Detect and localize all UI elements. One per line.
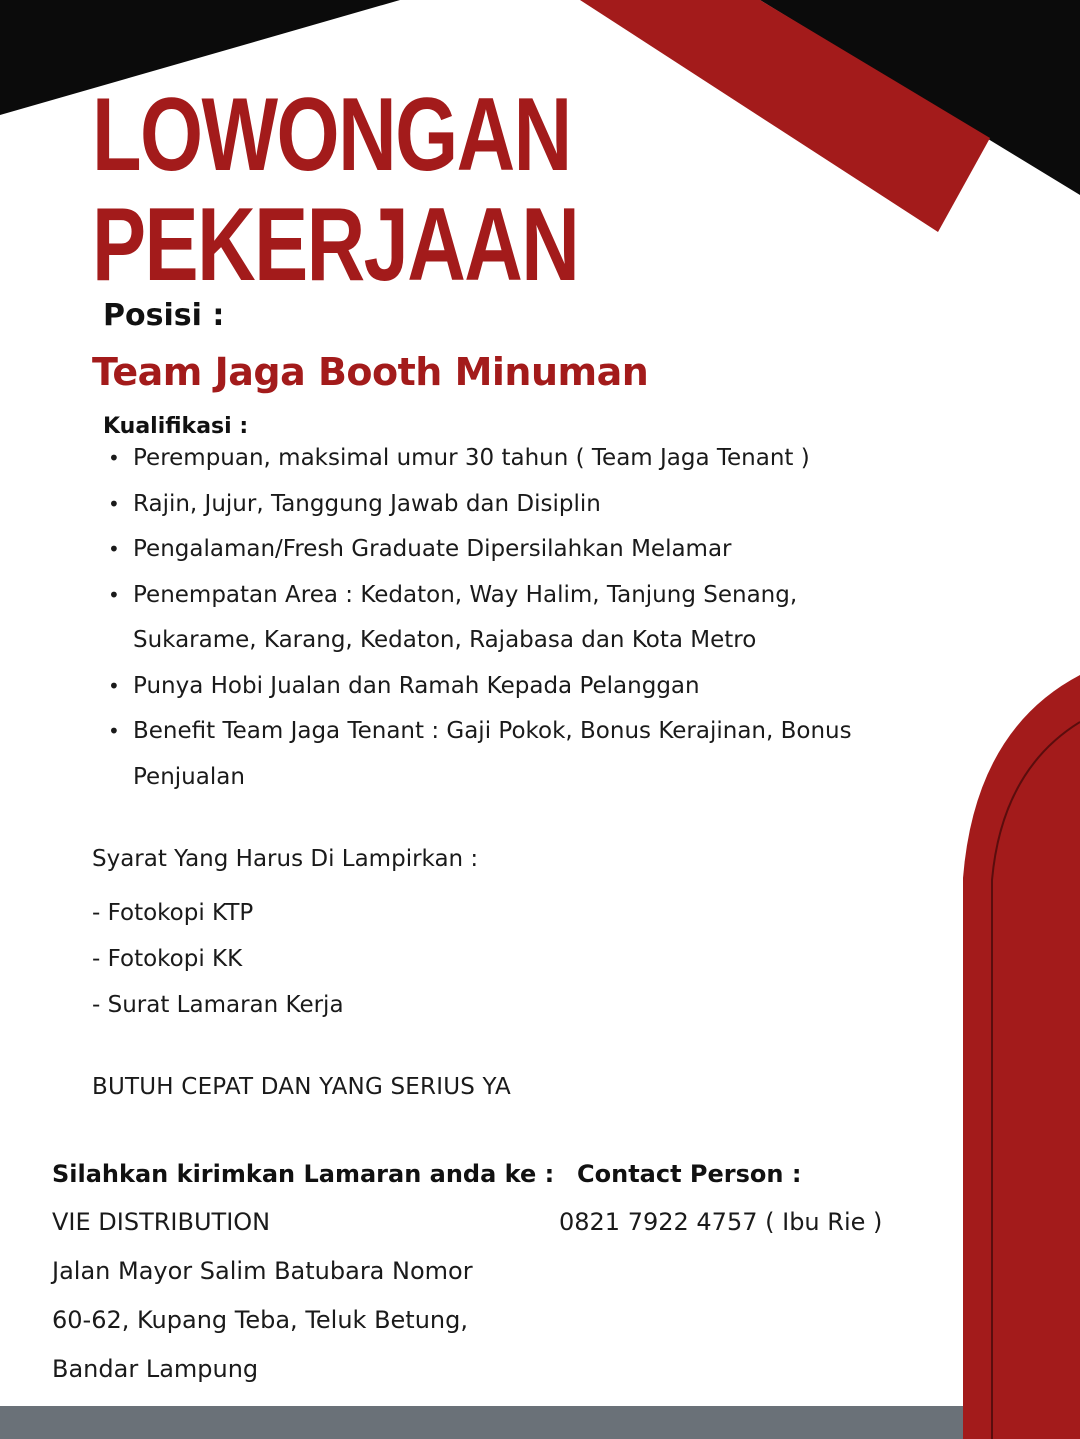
send-to-heading: Silahkan kirimkan Lamaran anda ke :: [52, 1160, 555, 1188]
send-to-address: [52, 1198, 532, 1394]
bullet-icon: •: [108, 719, 120, 743]
bullet-icon: •: [108, 537, 120, 561]
headline: [92, 77, 579, 303]
address-line: Bandar Lampung: [52, 1355, 259, 1383]
list-item: - Fotokopi KTP: [92, 900, 254, 926]
contact-phone: 0821 7922 4757 ( Ibu Rie ): [559, 1208, 883, 1236]
footer-bar: [0, 1406, 963, 1439]
list-item: • Penempatan Area : Kedaton, Way Halim, Tanjung Senang, Sukarame, Karang, Kedaton, Rajabasa dan Kota Metro: [108, 573, 868, 664]
requirements-heading: Syarat Yang Harus Di Lampirkan :: [92, 846, 479, 872]
company-name: VIE DISTRIBUTION: [52, 1208, 271, 1236]
headline-line-2: PEKERJAAN: [92, 187, 579, 303]
list-item: • Punya Hobi Jualan dan Ramah Kepada Pelanggan: [108, 664, 868, 710]
urgent-note: BUTUH CEPAT DAN YANG SERIUS YA: [92, 1074, 511, 1100]
list-item: • Benefit Team Jaga Tenant : Gaji Pokok, Bonus Kerajinan, Bonus Penjualan: [108, 709, 868, 800]
right-red-arch: [963, 675, 1080, 1439]
list-item: • Perempuan, maksimal umur 30 tahun ( Team Jaga Tenant ): [108, 436, 868, 482]
bullet-icon: •: [108, 491, 120, 516]
position-title: Team Jaga Booth Minuman: [92, 350, 649, 394]
list-item: - Surat Lamaran Kerja: [92, 992, 344, 1018]
bullet-icon: •: [108, 582, 120, 607]
headline-line-1: LOWONGAN: [92, 77, 571, 193]
address-line: 60-62, Kupang Teba, Teluk Betung,: [52, 1306, 468, 1334]
requirements-list: [92, 890, 344, 1028]
list-item: • Rajin, Jujur, Tanggung Jawab dan Disiplin: [108, 482, 868, 528]
qualifications-list: [108, 436, 868, 800]
qualifications-heading: Kualifikasi :: [103, 414, 249, 439]
list-item: - Fotokopi KK: [92, 946, 243, 972]
address-line: Jalan Mayor Salim Batubara Nomor: [52, 1257, 473, 1285]
position-label: Posisi :: [103, 298, 225, 333]
bullet-icon: •: [108, 673, 120, 698]
bullet-icon: •: [108, 446, 120, 470]
list-item: • Pengalaman/Fresh Graduate Dipersilahkan Melamar: [108, 527, 868, 573]
contact-heading: Contact Person :: [577, 1160, 802, 1188]
